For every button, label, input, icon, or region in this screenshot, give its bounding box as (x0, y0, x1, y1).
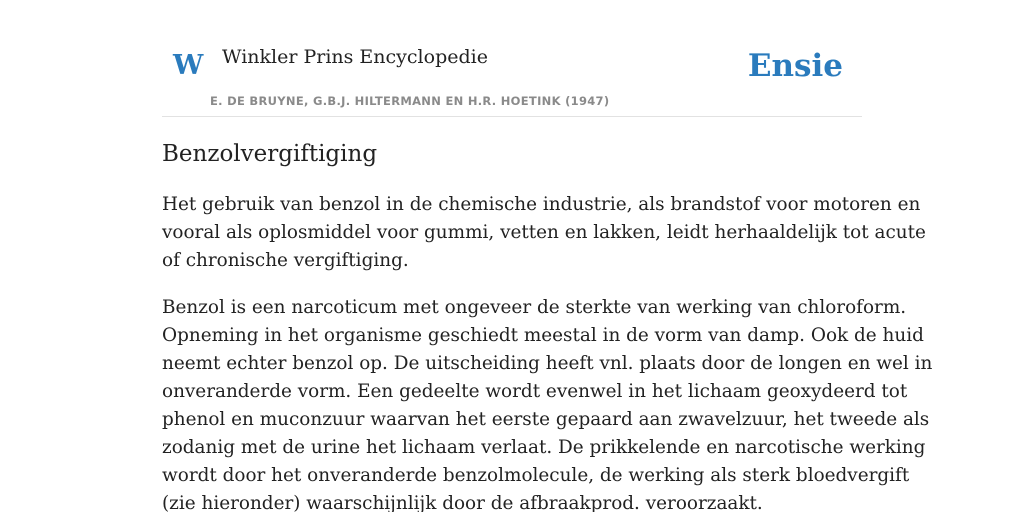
paragraph-line: onveranderde vorm. Een gedeelte wordt evenwel in het lichaam geoxydeerd tot (162, 381, 908, 402)
paragraph-line: vooral als oplosmiddel voor gummi, vetten en lakken, leidt herhaaldelijk tot acute (162, 222, 926, 243)
site-title: Winkler Prins Encyclopedie (222, 46, 488, 68)
authors-line: E. DE BRUYNE, G.B.J. HILTERMANN EN H.R. HOETINK (1947) (210, 94, 610, 108)
winkler-prins-logo[interactable]: W (173, 50, 204, 81)
site-header (162, 38, 862, 117)
paragraph-line: (zie hieronder) waarschijnlijk door de afbraakprod. veroorzaakt. (162, 493, 763, 512)
paragraph-line: of chronische vergiftiging. (162, 250, 409, 271)
paragraph-line: Benzol is een narcoticum met ongeveer de sterkte van werking van chloroform. (162, 297, 907, 318)
paragraph-line: Opneming in het organisme geschiedt meestal in de vorm van damp. Ook de huid (162, 325, 924, 346)
paragraph-line: neemt echter benzol op. De uitscheiding heeft vnl. plaats door de longen en wel in (162, 353, 933, 374)
paragraph-line: wordt door het onveranderde benzolmolecule, de werking als sterk bloedvergift (162, 465, 910, 486)
article-title: Benzolvergiftiging (162, 141, 378, 167)
ensie-logo-link[interactable]: Ensie (747, 48, 843, 84)
paragraph-line: phenol en muconzuur waarvan het eerste gepaard aan zwavelzuur, het tweede als (162, 409, 930, 430)
paragraph-2 (162, 294, 933, 512)
article (162, 138, 933, 512)
paragraph-line: Het gebruik van benzol in de chemische industrie, als brandstof voor motoren en (162, 194, 921, 215)
paragraph-1 (162, 191, 926, 275)
paragraph-line: zodanig met de urine het lichaam verlaat. De prikkelende en narcotische werking (162, 437, 926, 458)
